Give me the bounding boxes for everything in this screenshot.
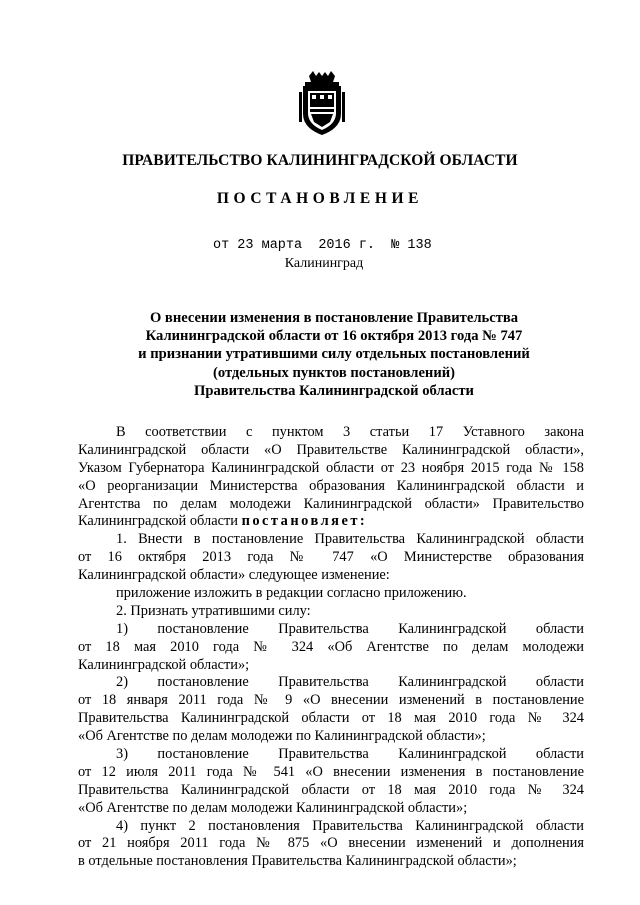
body-line: В соответствии с пунктом 3 статьи 17 Уставного закона xyxy=(116,424,584,440)
city-name: Калининград xyxy=(284,256,364,271)
document-type: ПОСТАНОВЛЕНИЕ xyxy=(216,190,424,207)
body-line: приложение изложить в редакции согласно приложению. xyxy=(116,585,467,602)
body-line: 1. Внести в постановление Правительства Калининградской области xyxy=(116,531,584,548)
body-line: «О реорганизации Министерства образования Калининградской области и xyxy=(78,477,584,494)
body-line: 2. Признать утратившими силу: xyxy=(116,602,311,619)
body-line: «Об Агентстве по делам молодежи по Калининградской области»; xyxy=(78,728,486,745)
resolves-keyword: постановляет: xyxy=(241,513,368,530)
body-line: Калининградской области»; xyxy=(78,656,250,673)
title-line: (отдельных пунктов постановлений) xyxy=(212,364,456,381)
body-line: Правительства Калининградской области от 18 мая 2010 года № 324 xyxy=(78,710,584,727)
body-line: 1) постановление Правительства Калининградской области xyxy=(116,620,584,637)
body-line: от 21 ноября 2011 года № 875 «О внесении изменений и дополнения xyxy=(78,835,584,852)
body-line: от 16 октября 2013 года № 747 «О Министерстве образования xyxy=(78,549,584,566)
document-title xyxy=(0,309,640,400)
body-text: Калининградской области xyxy=(78,513,242,530)
document-body xyxy=(78,424,584,871)
body-line: Агентства по делам молодежи Калининградской области» Правительство xyxy=(78,495,584,512)
title-line: Калининградской области от 16 октября 2013 года № 747 xyxy=(145,328,523,345)
body-line: Правительства Калининградской области от 18 мая 2010 года № 324 xyxy=(78,781,584,798)
title-line: О внесении изменения в постановление Правительства xyxy=(149,310,519,326)
body-line: «Об Агентстве по делам молодежи Калининградской области»; xyxy=(78,799,468,816)
coat-of-arms-emblem xyxy=(297,70,347,136)
body-line: Калининградской области» следующее изменение: xyxy=(78,567,390,584)
body-line: Указом Губернатора Калининградской области от 23 ноября 2015 года № 158 xyxy=(78,459,584,476)
body-line: в отдельные постановления Правительства Калининградской области»; xyxy=(78,853,517,870)
body-line: от 12 июля 2011 года № 541 «О внесении изменения в постановление xyxy=(78,763,584,780)
body-line: от 18 января 2011 года № 9 «О внесении изменений в постановление xyxy=(78,692,584,709)
body-line: 3) постановление Правительства Калининградской области xyxy=(116,746,584,763)
body-line: 2) постановление Правительства Калининградской области xyxy=(116,674,584,691)
title-line: и признании утратившими силу отдельных постановлений xyxy=(138,346,530,363)
body-line: от 18 мая 2010 года № 324 «Об Агентстве по делам молодежи xyxy=(78,638,584,655)
government-name: ПРАВИТЕЛЬСТВО КАЛИНИНГРАДСКОЙ ОБЛАСТИ xyxy=(122,152,518,169)
body-line: 4) пункт 2 постановления Правительства Калининградской области xyxy=(116,817,584,834)
date-line: от 23 марта 2016 г. № 138 xyxy=(213,238,432,253)
body-line: Калининградской области «О Правительстве Калининградской области», xyxy=(78,441,584,458)
title-line: Правительства Калининградской области xyxy=(194,382,474,399)
body-line xyxy=(78,513,584,531)
